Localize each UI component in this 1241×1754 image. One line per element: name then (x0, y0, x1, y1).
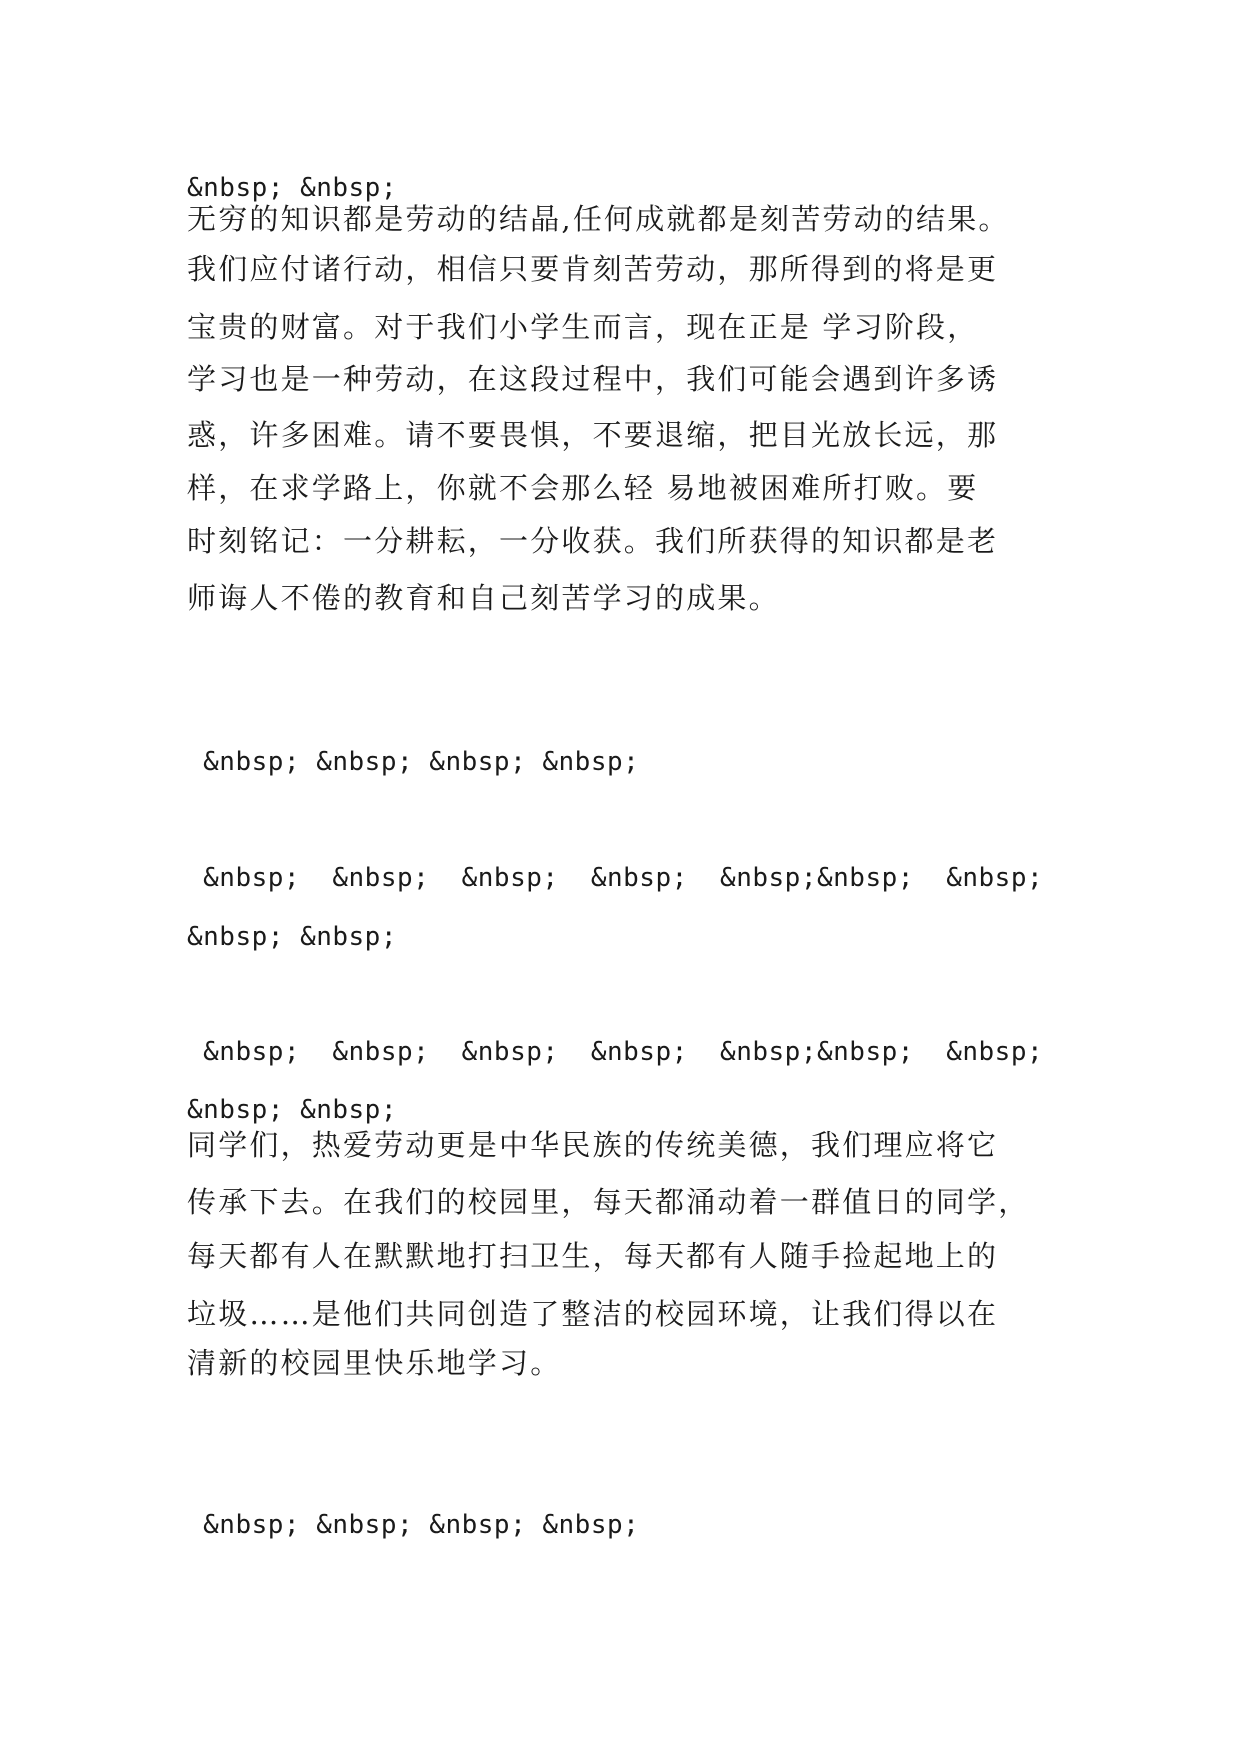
text-line: &nbsp; &nbsp; &nbsp; &nbsp; &nbsp;&nbsp; &nbsp; (187, 863, 1044, 893)
text-line: 每天都有人在默默地打扫卫生，每天都有人随手捡起地上的 (187, 1239, 999, 1273)
text-line: 无穷的知识都是劳动的结晶,任何成就都是刻苦劳动的结果。 (187, 202, 1010, 236)
text-line: 时刻铭记：一分耕耘，一分收获。我们所获得的知识都是老 (187, 524, 999, 558)
text-line: 我们应付诸行动，相信只要肯刻苦劳动，那所得到的将是更 (187, 252, 999, 286)
text-line: &nbsp; &nbsp; (187, 922, 397, 952)
text-line: 清新的校园里快乐地学习。 (187, 1346, 562, 1380)
text-line: 惑，许多困难。请不要畏惧，不要退缩，把目光放长远，那 (187, 418, 999, 452)
text-line: &nbsp; &nbsp; (187, 173, 397, 203)
text-line: 师诲人不倦的教育和自己刻苦学习的成果。 (187, 581, 780, 615)
text-line: &nbsp; &nbsp; &nbsp; &nbsp; (187, 1510, 640, 1540)
text-line: 垃圾……是他们共同创造了整洁的校园环境，让我们得以在 (187, 1297, 999, 1331)
text-line: 学习也是一种劳动，在这段过程中，我们可能会遇到许多诱 (187, 362, 999, 396)
text-line: 宝贵的财富。对于我们小学生而言，现在正是 学习阶段， (187, 310, 979, 344)
text-line: 传承下去。在我们的校园里，每天都涌动着一群值日的同学， (187, 1185, 1030, 1219)
text-line: &nbsp; &nbsp; (187, 1095, 397, 1125)
text-line: 同学们，热爱劳动更是中华民族的传统美德，我们理应将它 (187, 1128, 999, 1162)
text-line: &nbsp; &nbsp; &nbsp; &nbsp; &nbsp;&nbsp; &nbsp; (187, 1037, 1044, 1067)
text-line: &nbsp; &nbsp; &nbsp; &nbsp; (187, 747, 640, 777)
text-line: 样，在求学路上，你就不会那么轻 易地被困难所打败。要 (187, 471, 979, 505)
